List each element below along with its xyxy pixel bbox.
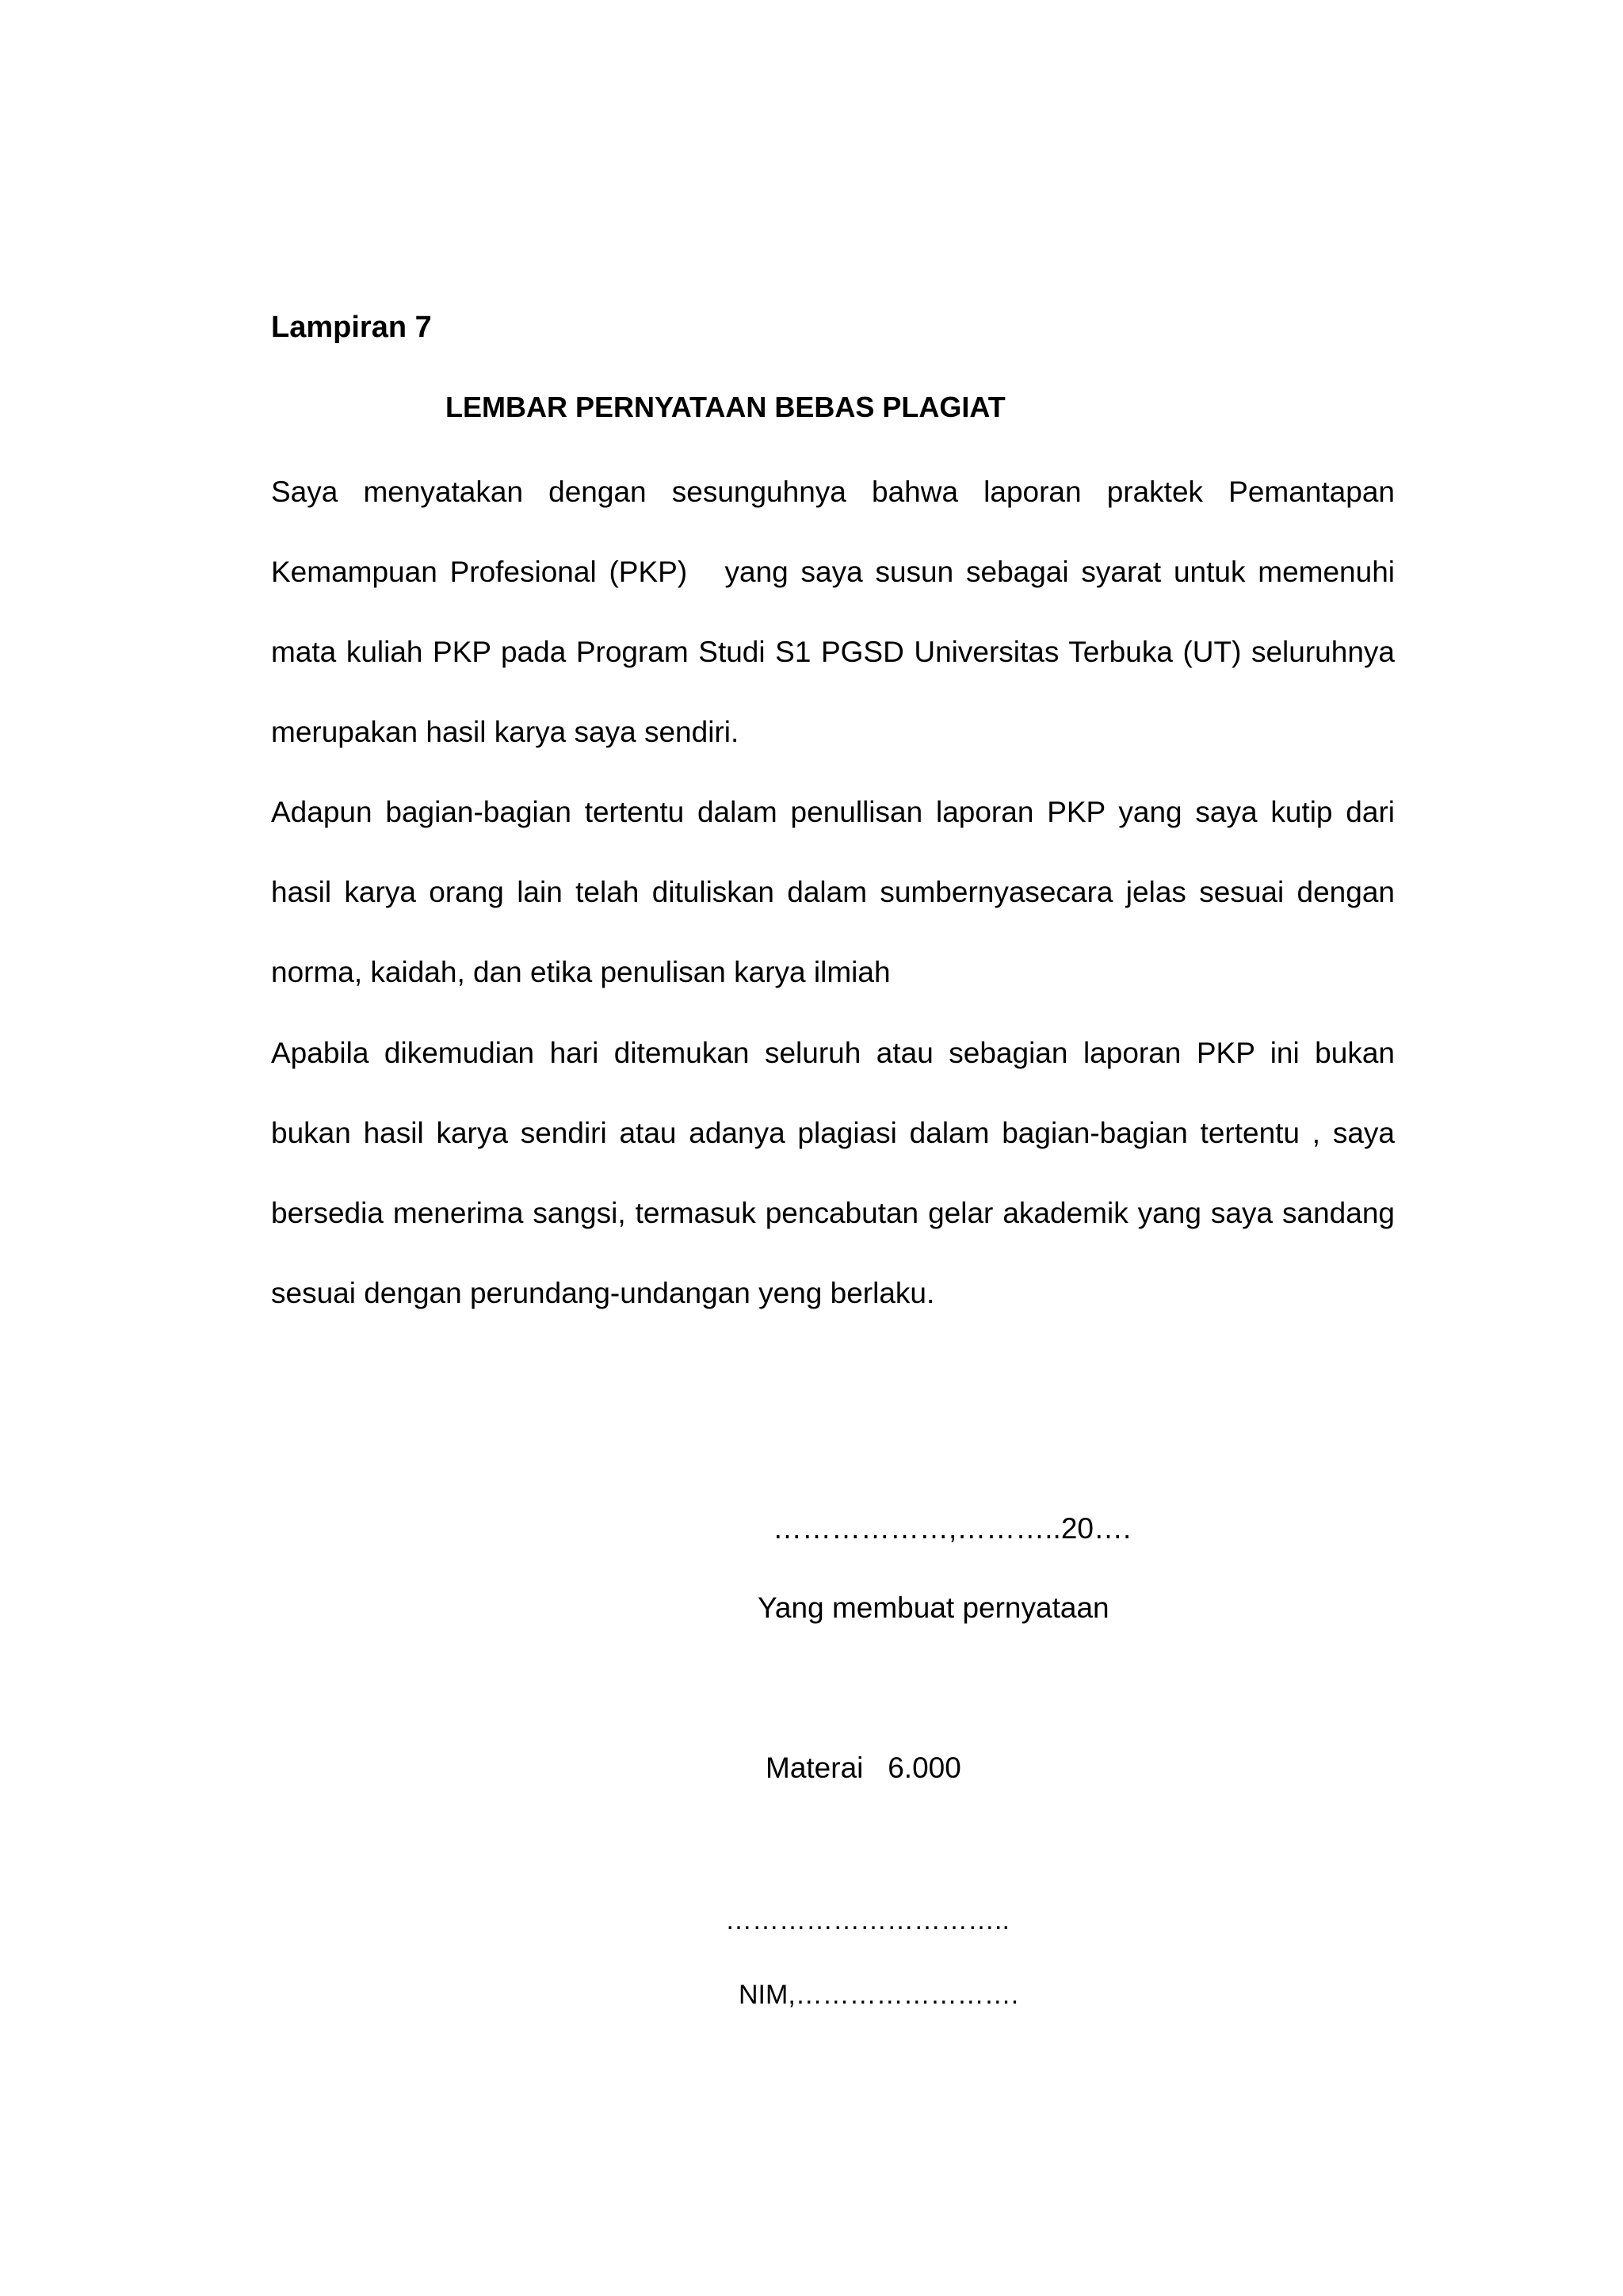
paragraph-statement (271, 452, 1395, 772)
paragraph-line: bersedia menerima sangsi, termasuk pencabutan gelar akademik yang saya sandang (271, 1197, 1395, 1229)
signature-nim: NIM,……………………. (739, 1980, 1019, 2010)
paragraph-line: mata kuliah PKP pada Program Studi S1 PGSD Universitas Terbuka (UT) seluruhnya (271, 636, 1395, 668)
paragraph-citation (271, 772, 1395, 1012)
signature-name-placeholder: ………………………….. (725, 1905, 1010, 1935)
signature-stamp-label: Materai 6.000 (766, 1752, 961, 1784)
paragraph-line: norma, kaidah, dan etika penulisan karya ilmiah (271, 956, 891, 988)
paragraph-line: sesuai dengan perundang-undangan yeng berlaku. (271, 1277, 935, 1309)
signature-place-date: ………………,………..20…. (773, 1512, 1132, 1545)
signature-maker-label: Yang membuat pernyataan (758, 1591, 1109, 1624)
paragraph-line: Apabila dikemudian hari ditemukan seluruh atau sebagian laporan PKP ini bukan (271, 1037, 1395, 1069)
paragraph-line: hasil karya orang lain telah dituliskan dalam sumbernyasecara jelas sesuai dengan (271, 876, 1395, 908)
paragraph-line: Saya menyatakan dengan sesunguhnya bahwa laporan praktek Pemantapan (271, 476, 1395, 508)
paragraph-line: Kemampuan Profesional (PKP) yang saya susun sebagai syarat untuk memenuhi (271, 556, 1395, 588)
paragraph-line: bukan hasil karya sendiri atau adanya plagiasi dalam bagian-bagian tertentu , saya (271, 1117, 1395, 1149)
appendix-label: Lampiran 7 (271, 311, 432, 344)
paragraph-line: merupakan hasil karya saya sendiri. (271, 716, 739, 748)
paragraph-sanction (271, 1013, 1395, 1333)
paragraph-line: Adapun bagian-bagian tertentu dalam penullisan laporan PKP yang saya kutip dari (271, 796, 1395, 828)
document-title: LEMBAR PERNYATAAN BEBAS PLAGIAT (445, 391, 1006, 423)
